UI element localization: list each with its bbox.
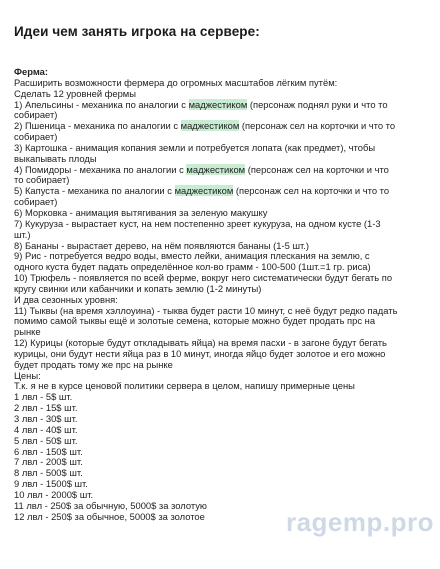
highlighted-term: маджестиком — [174, 185, 234, 197]
text-segment: (персонаж поднял руки и что то — [247, 98, 388, 110]
text-line — [14, 100, 434, 111]
text-line — [14, 316, 434, 327]
text-segment: 9) Рис - потребуется ведро воды, вместо лейки, анимация плескания на землю, с — [14, 250, 370, 262]
text-segment: 8 лвл - 500$ шт. — [14, 467, 83, 479]
text-line — [14, 165, 434, 176]
section-body — [14, 78, 434, 523]
text-segment: кругу свинки или кабанчики и копать землю (1-2 минуты) — [14, 282, 262, 294]
text-segment: 6 лвл - 150$ шт. — [14, 445, 83, 457]
text-line — [14, 121, 434, 132]
text-segment: (персонаж сел на корточки и что то — [233, 185, 390, 197]
text-segment: 8) Бананы - вырастает дерево, на нём появляются бананы (1-5 шт.) — [14, 239, 309, 251]
text-line — [14, 360, 434, 371]
text-segment: то собирает) — [14, 174, 70, 186]
text-segment: Т.к. я не в курсе ценовой политики сервера в целом, напишу примерные цены — [14, 380, 355, 392]
text-segment: собирает) — [14, 131, 58, 143]
text-segment: 12 лвл - 250$ за обычное, 5000$ за золотое — [14, 510, 205, 522]
text-line — [14, 186, 434, 197]
text-segment: 3 лвл - 30$ шт. — [14, 413, 78, 424]
document-title: Идеи чем занять игрока на сервере: — [14, 24, 260, 39]
section-heading: Ферма: — [14, 66, 48, 77]
text-segment: собирает) — [14, 109, 58, 121]
text-segment: 9 лвл - 1500$ шт. — [14, 478, 88, 490]
text-segment: одного куста будет падать определённое кол-во грамм - 100-500 (1шт.=1 гр. риса) — [14, 261, 371, 273]
text-line — [14, 219, 434, 230]
watermark-logo: ragemp.pro — [285, 507, 434, 537]
text-segment: 10 лвл - 2000$ шт. — [14, 488, 94, 500]
highlighted-term: маджестиком — [188, 98, 248, 110]
text-segment: 4) Помидоры - механика по аналогии с — [14, 163, 187, 175]
text-segment: курицы, они будут нести яйца раз в 10 минут, иногда яйцо будет золотое и его можно — [14, 347, 386, 359]
text-segment: 7 лвл - 200$ шт. — [14, 456, 83, 468]
farm-section — [14, 67, 434, 522]
text-segment: 11) Тыквы (на время хэллоуина) - тыква будет расти 10 минут, с неё будут редко падать — [14, 304, 398, 316]
document-page — [14, 0, 434, 522]
text-segment: 12) Курицы (которые будут откладывать яйца) на время пасхи - в загоне будут бегать — [14, 337, 387, 349]
text-segment: 3) Картошка - анимация копания земли и потребуется лопата (как предмет), чтобы — [14, 141, 376, 153]
highlighted-term: маджестиком — [180, 120, 240, 132]
text-segment: 4 лвл - 40$ шт. — [14, 423, 78, 435]
text-segment: И два сезонных уровня: — [14, 293, 118, 305]
text-segment: Расширить возможности фермера до огромных масштабов лёгким путём: — [14, 76, 338, 88]
text-segment: 10) Трюфель - появляется по всей ферме, вокруг него систематически будут бегать по — [14, 272, 393, 284]
text-segment: 5 лвл - 50$ шт. — [14, 434, 78, 446]
text-segment: (персонаж сел на корточки и что — [245, 163, 389, 175]
text-segment: рынке — [14, 326, 41, 338]
highlighted-term: маджестиком — [186, 163, 246, 175]
text-segment: собирает) — [14, 196, 58, 208]
text-segment: (персонаж сел на корточки и что то — [239, 120, 396, 132]
text-segment: 7) Кукуруза - вырастает куст, на нем постепенно зреет кукуруза, на одном кусте (1-3 — [14, 217, 381, 229]
text-segment: шт.) — [14, 228, 31, 240]
text-segment: 2) Пшеница - механика по аналогии с — [14, 120, 181, 132]
text-segment: 5) Капуста - механика по аналогии с — [14, 185, 175, 197]
text-segment: выкапывать плоды — [14, 152, 97, 164]
text-segment: 6) Морковка - анимация вытягивания за зеленую макушку — [14, 206, 268, 218]
text-segment: Сделать 12 уровней фермы — [14, 87, 136, 99]
text-segment: будет продать тому же прс на рынке — [14, 358, 173, 370]
text-segment: 2 лвл - 15$ шт. — [14, 402, 78, 414]
text-line — [14, 381, 434, 392]
text-segment: 1) Апельсины - механика по аналогии с — [14, 98, 189, 110]
text-segment: 11 лвл - 250$ за обычную, 5000$ за золотую — [14, 499, 207, 511]
text-segment: помимо самой тыквы ещё и золотые семена, которые можно будет продать прс на — [14, 315, 376, 327]
text-segment: Цены: — [14, 369, 41, 381]
text-segment: 1 лвл - 5$ шт. — [14, 391, 73, 403]
